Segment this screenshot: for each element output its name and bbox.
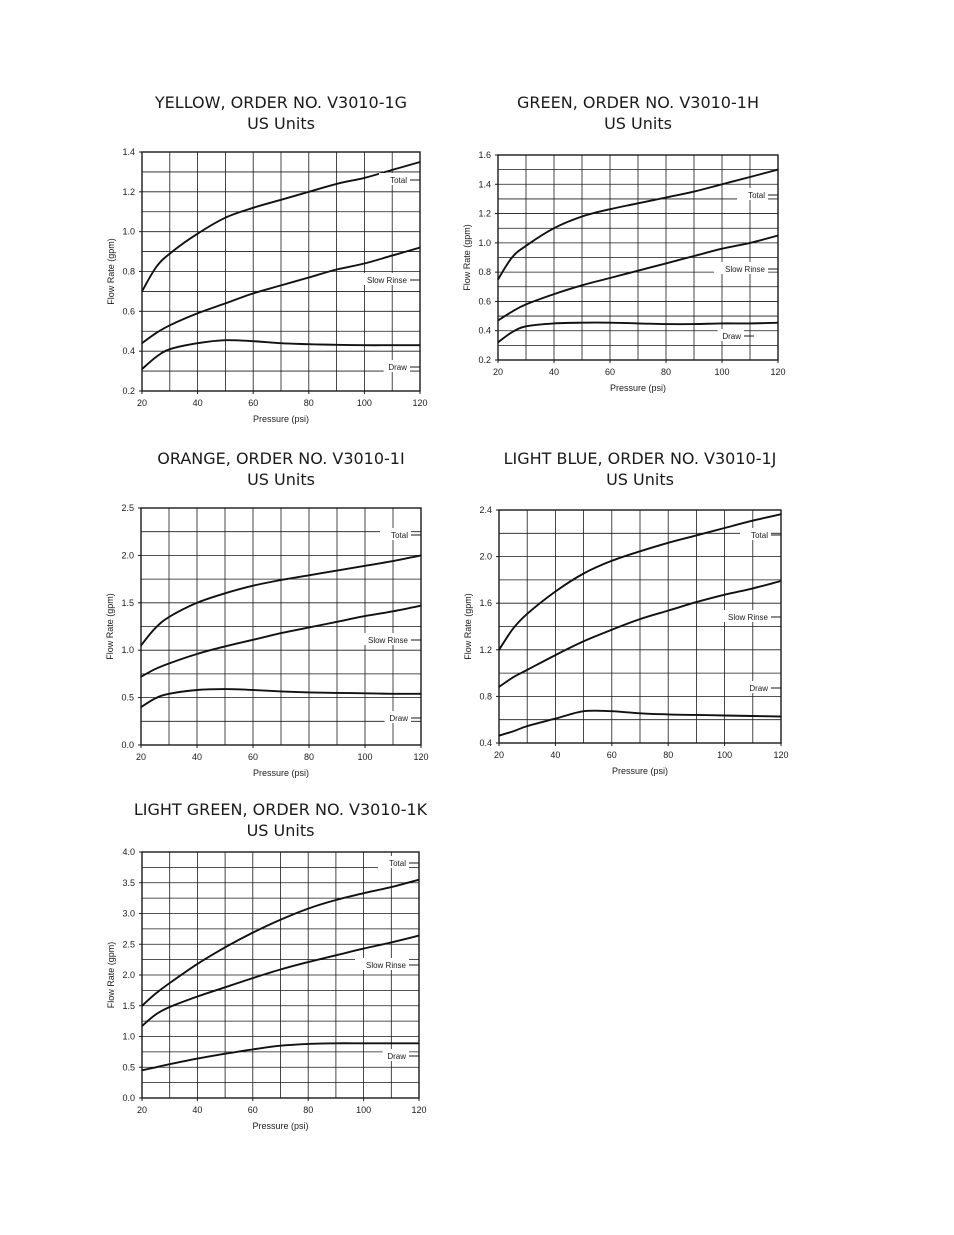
data-point-slow-rinse xyxy=(749,242,750,243)
data-point-slow-rinse xyxy=(665,263,666,264)
x-tick-label: 100 xyxy=(357,752,373,762)
x-tick-label: 20 xyxy=(493,750,505,760)
data-point-total xyxy=(639,551,640,552)
data-point-draw xyxy=(392,345,393,346)
y-tick-label: 1.2 xyxy=(478,208,491,219)
x-tick-label: 80 xyxy=(660,367,672,377)
y-tick-label: 2.5 xyxy=(122,939,135,950)
data-point-slow-rinse xyxy=(141,1025,142,1026)
x-tick-label: 80 xyxy=(303,752,315,762)
data-point-draw xyxy=(280,343,281,344)
data-point-total xyxy=(581,216,582,217)
data-point-draw xyxy=(225,340,226,341)
x-tick-label: 80 xyxy=(303,398,314,408)
data-point-draw xyxy=(780,716,781,717)
data-point-draw xyxy=(169,349,170,350)
x-tick-label: 60 xyxy=(247,752,259,762)
data-point-slow-rinse xyxy=(308,627,309,628)
data-point-draw xyxy=(197,1058,198,1059)
data-point-draw xyxy=(364,345,365,346)
data-point-total xyxy=(611,560,612,561)
data-point-slow-rinse xyxy=(169,325,170,326)
y-tick-label: 0.8 xyxy=(478,267,491,278)
data-point-slow-rinse xyxy=(336,269,337,270)
chart-orange xyxy=(100,444,430,784)
data-point-slow-rinse xyxy=(225,987,226,988)
data-point-total xyxy=(364,177,365,178)
data-point-slow-rinse xyxy=(363,948,364,949)
data-point-slow-rinse xyxy=(555,654,556,655)
data-point-total xyxy=(497,279,498,280)
data-point-slow-rinse xyxy=(609,277,610,278)
chart-title: LIGHT GREEN, ORDER NO. V3010-1K xyxy=(133,800,428,819)
data-point-slow-rinse xyxy=(392,255,393,256)
x-tick-label: 40 xyxy=(192,1105,203,1115)
chart-green xyxy=(462,88,796,398)
data-point-total xyxy=(363,893,364,894)
series-label-total: Total xyxy=(391,531,408,540)
data-point-draw xyxy=(583,711,584,712)
x-axis-label: Pressure (psi) xyxy=(252,768,310,778)
y-tick-label: 1.0 xyxy=(121,645,134,656)
series-label-draw: Draw xyxy=(722,332,741,341)
data-point-total xyxy=(154,628,155,629)
x-tick-label: 120 xyxy=(770,367,786,377)
data-point-slow-rinse xyxy=(308,961,309,962)
data-point-total xyxy=(668,542,669,543)
data-point-slow-rinse xyxy=(253,293,254,294)
data-point-draw xyxy=(364,693,365,694)
series-label-total: Total xyxy=(390,176,407,185)
y-axis-label: Flow Rate (gpm) xyxy=(106,941,116,1009)
data-point-draw xyxy=(363,1043,364,1044)
y-tick-label: 0.4 xyxy=(122,346,135,357)
data-point-total xyxy=(155,993,156,994)
series-label-total: Total xyxy=(748,191,765,200)
data-point-draw xyxy=(724,715,725,716)
data-point-total xyxy=(583,573,584,574)
data-point-total xyxy=(513,628,514,629)
y-tick-label: 1.6 xyxy=(478,150,491,160)
data-point-slow-rinse xyxy=(724,594,725,595)
data-point-draw xyxy=(777,322,778,323)
data-point-draw xyxy=(308,1043,309,1044)
data-point-total xyxy=(665,197,666,198)
y-tick-label: 0.8 xyxy=(479,691,492,702)
chart-subtitle: US Units xyxy=(247,470,315,489)
series-label-slow-rinse: Slow Rinse xyxy=(724,265,765,274)
data-point-total xyxy=(224,593,225,594)
series-label-total: Total xyxy=(389,859,406,868)
data-point-slow-rinse xyxy=(693,255,694,256)
chart-plot xyxy=(462,88,796,398)
data-point-total xyxy=(392,560,393,561)
x-tick-label: 40 xyxy=(548,367,560,377)
y-tick-label: 0.4 xyxy=(478,325,491,336)
data-point-total xyxy=(498,649,499,650)
data-point-total xyxy=(525,245,526,246)
chart-light-blue xyxy=(463,444,796,784)
y-tick-label: 1.4 xyxy=(478,179,491,190)
data-point-slow-rinse xyxy=(581,285,582,286)
data-point-draw xyxy=(693,324,694,325)
y-tick-label: 1.5 xyxy=(121,597,134,608)
data-point-draw xyxy=(169,1064,170,1065)
y-tick-label: 1.2 xyxy=(122,186,135,197)
data-point-slow-rinse xyxy=(280,969,281,970)
y-tick-label: 0.6 xyxy=(122,306,135,317)
data-point-draw xyxy=(555,718,556,719)
data-point-slow-rinse xyxy=(308,277,309,278)
data-point-slow-rinse xyxy=(498,686,499,687)
data-point-slow-rinse xyxy=(511,311,512,312)
data-point-slow-rinse xyxy=(280,285,281,286)
y-tick-label: 2.0 xyxy=(121,550,134,561)
data-point-total xyxy=(197,963,198,964)
data-point-draw xyxy=(155,357,156,358)
chart-subtitle: US Units xyxy=(247,114,315,133)
data-point-total xyxy=(749,176,750,177)
data-point-total xyxy=(527,613,528,614)
y-tick-label: 1.6 xyxy=(479,598,492,609)
data-point-slow-rinse xyxy=(752,588,753,589)
data-point-draw xyxy=(418,1043,419,1044)
data-point-total xyxy=(141,291,142,292)
series-label-draw: Draw xyxy=(388,363,407,372)
y-tick-label: 3.5 xyxy=(122,877,135,888)
data-point-total xyxy=(168,616,169,617)
data-point-draw xyxy=(696,714,697,715)
data-point-slow-rinse xyxy=(168,663,169,664)
data-point-draw xyxy=(420,693,421,694)
data-point-slow-rinse xyxy=(637,270,638,271)
y-axis-label: Flow Rate (gpm) xyxy=(463,593,473,660)
data-point-slow-rinse xyxy=(140,676,141,677)
data-point-draw xyxy=(141,1070,142,1071)
data-point-slow-rinse xyxy=(336,621,337,622)
data-point-draw xyxy=(419,345,420,346)
x-tick-label: 60 xyxy=(604,367,616,377)
y-tick-label: 2.5 xyxy=(121,503,134,513)
data-point-slow-rinse xyxy=(391,942,392,943)
y-tick-label: 0.6 xyxy=(478,296,491,307)
data-point-draw xyxy=(252,689,253,690)
data-point-slow-rinse xyxy=(224,646,225,647)
y-tick-label: 1.0 xyxy=(478,237,491,248)
x-tick-label: 100 xyxy=(356,398,372,408)
series-label-slow-rinse: Slow Rinse xyxy=(365,961,406,970)
data-point-slow-rinse xyxy=(335,955,336,956)
data-point-slow-rinse xyxy=(252,977,253,978)
x-axis-label: Pressure (psi) xyxy=(252,414,310,424)
data-point-draw xyxy=(155,1067,156,1068)
data-point-draw xyxy=(611,711,612,712)
data-point-draw xyxy=(253,341,254,342)
chart-subtitle: US Units xyxy=(604,114,672,133)
series-label-draw: Draw xyxy=(749,684,768,693)
data-point-slow-rinse xyxy=(280,633,281,634)
series-label-draw: Draw xyxy=(389,714,408,723)
data-point-draw xyxy=(498,735,499,736)
y-tick-label: 1.0 xyxy=(122,226,135,237)
data-point-total xyxy=(140,645,141,646)
x-tick-label: 100 xyxy=(356,1105,372,1115)
data-point-draw xyxy=(721,323,722,324)
data-point-total xyxy=(196,602,197,603)
data-point-draw xyxy=(141,368,142,369)
chart-title: GREEN, ORDER NO. V3010-1H xyxy=(517,93,759,112)
y-tick-label: 0.5 xyxy=(121,692,134,703)
data-point-draw xyxy=(224,688,225,689)
data-point-slow-rinse xyxy=(155,333,156,334)
data-point-draw xyxy=(252,1049,253,1050)
x-tick-label: 60 xyxy=(606,750,617,760)
chart-plot xyxy=(100,795,440,1135)
data-point-total xyxy=(308,575,309,576)
data-point-draw xyxy=(665,324,666,325)
data-point-slow-rinse xyxy=(197,313,198,314)
data-point-draw xyxy=(336,692,337,693)
data-point-total xyxy=(780,514,781,515)
data-point-draw xyxy=(225,1053,226,1054)
chart-title: LIGHT BLUE, ORDER NO. V3010-1J xyxy=(503,449,777,468)
data-point-draw xyxy=(280,691,281,692)
data-point-total xyxy=(553,228,554,229)
x-tick-label: 100 xyxy=(717,750,733,760)
data-point-total xyxy=(335,899,336,900)
y-axis-label: Flow Rate (gpm) xyxy=(105,593,115,660)
x-tick-label: 60 xyxy=(248,398,259,408)
data-point-slow-rinse xyxy=(527,669,528,670)
x-tick-label: 40 xyxy=(192,398,203,408)
y-axis-label: Flow Rate (gpm) xyxy=(106,238,116,305)
data-point-total xyxy=(696,535,697,536)
data-point-slow-rinse xyxy=(154,669,155,670)
data-point-total xyxy=(693,191,694,192)
data-point-total xyxy=(225,947,226,948)
data-point-total xyxy=(392,169,393,170)
x-tick-label: 120 xyxy=(773,750,789,760)
x-axis-label: Pressure (psi) xyxy=(252,1121,309,1131)
x-tick-label: 80 xyxy=(663,750,674,760)
data-point-draw xyxy=(525,326,526,327)
data-point-total xyxy=(420,555,421,556)
data-point-slow-rinse xyxy=(392,611,393,612)
data-point-total xyxy=(155,267,156,268)
data-point-total xyxy=(391,886,392,887)
x-tick-label: 20 xyxy=(492,367,504,377)
y-tick-label: 2.0 xyxy=(479,551,492,562)
x-tick-label: 100 xyxy=(714,367,730,377)
data-point-draw xyxy=(749,323,750,324)
data-point-draw xyxy=(335,1043,336,1044)
data-point-total xyxy=(336,570,337,571)
chart-title: YELLOW, ORDER NO. V3010-1G xyxy=(154,93,408,112)
series-label-slow-rinse: Slow Rinse xyxy=(727,613,768,622)
chart-plot xyxy=(463,444,796,784)
data-point-draw xyxy=(581,322,582,323)
data-point-draw xyxy=(154,698,155,699)
data-point-total xyxy=(252,932,253,933)
data-point-total xyxy=(721,184,722,185)
chart-subtitle: US Units xyxy=(606,470,674,489)
data-point-draw xyxy=(391,1043,392,1044)
x-tick-label: 120 xyxy=(411,1105,427,1115)
data-point-draw xyxy=(511,332,512,333)
chart-subtitle: US Units xyxy=(246,821,315,840)
data-point-draw xyxy=(639,713,640,714)
data-point-total xyxy=(308,191,309,192)
chart-plot xyxy=(100,88,430,433)
chart-yellow xyxy=(100,88,430,433)
data-point-slow-rinse xyxy=(553,294,554,295)
data-point-slow-rinse xyxy=(169,1006,170,1007)
x-tick-label: 20 xyxy=(136,1105,148,1115)
data-point-slow-rinse xyxy=(611,629,612,630)
data-point-total xyxy=(141,1005,142,1006)
x-tick-label: 120 xyxy=(412,398,428,408)
data-point-total xyxy=(280,199,281,200)
data-point-slow-rinse xyxy=(513,677,514,678)
data-point-slow-rinse xyxy=(364,263,365,264)
y-tick-label: 1.4 xyxy=(122,147,135,157)
chart-light-green xyxy=(100,795,440,1135)
data-point-draw xyxy=(392,693,393,694)
data-point-total xyxy=(418,879,419,880)
data-point-draw xyxy=(308,344,309,345)
data-point-slow-rinse xyxy=(141,343,142,344)
data-point-total xyxy=(419,161,420,162)
data-point-total xyxy=(225,217,226,218)
x-tick-label: 40 xyxy=(550,750,561,760)
y-tick-label: 0.0 xyxy=(122,1093,135,1103)
x-tick-label: 20 xyxy=(135,752,147,762)
x-tick-label: 120 xyxy=(413,752,429,762)
x-tick-label: 20 xyxy=(136,398,148,408)
series-label-slow-rinse: Slow Rinse xyxy=(366,276,407,285)
series-label-slow-rinse: Slow Rinse xyxy=(367,636,408,645)
data-point-slow-rinse xyxy=(668,610,669,611)
data-point-total xyxy=(752,520,753,521)
data-point-total xyxy=(197,233,198,234)
x-tick-label: 60 xyxy=(247,1105,258,1115)
y-tick-label: 1.5 xyxy=(122,1000,135,1011)
y-tick-label: 0.2 xyxy=(478,355,491,365)
data-point-total xyxy=(336,183,337,184)
data-point-total xyxy=(280,919,281,920)
data-point-slow-rinse xyxy=(497,320,498,321)
data-point-slow-rinse xyxy=(780,580,781,581)
data-point-slow-rinse xyxy=(525,304,526,305)
data-point-draw xyxy=(336,344,337,345)
data-point-slow-rinse xyxy=(583,641,584,642)
data-point-draw xyxy=(168,693,169,694)
data-point-total xyxy=(609,209,610,210)
data-point-slow-rinse xyxy=(419,247,420,248)
data-point-draw xyxy=(668,714,669,715)
data-point-slow-rinse xyxy=(225,303,226,304)
data-point-total xyxy=(777,169,778,170)
data-point-total xyxy=(253,207,254,208)
data-point-slow-rinse xyxy=(418,935,419,936)
data-point-draw xyxy=(497,342,498,343)
chart-plot xyxy=(100,444,430,784)
y-tick-label: 3.0 xyxy=(122,908,135,919)
data-point-draw xyxy=(308,692,309,693)
y-tick-label: 2.0 xyxy=(122,970,135,980)
data-point-slow-rinse xyxy=(420,605,421,606)
data-point-total xyxy=(724,527,725,528)
x-axis-label: Pressure (psi) xyxy=(609,383,667,393)
data-point-draw xyxy=(752,715,753,716)
data-point-slow-rinse xyxy=(196,653,197,654)
y-tick-label: 0.4 xyxy=(479,738,492,748)
y-tick-label: 0.0 xyxy=(121,740,134,750)
y-tick-label: 0.2 xyxy=(122,386,135,396)
data-point-slow-rinse xyxy=(155,1014,156,1015)
data-point-draw xyxy=(197,343,198,344)
data-point-draw xyxy=(637,323,638,324)
data-point-draw xyxy=(527,725,528,726)
data-point-slow-rinse xyxy=(696,602,697,603)
y-tick-label: 1.0 xyxy=(122,1031,135,1042)
data-point-total xyxy=(280,579,281,580)
data-point-draw xyxy=(140,706,141,707)
data-point-draw xyxy=(553,323,554,324)
data-point-total xyxy=(364,565,365,566)
y-tick-label: 4.0 xyxy=(122,847,135,857)
data-point-slow-rinse xyxy=(721,248,722,249)
data-point-slow-rinse xyxy=(364,615,365,616)
x-tick-label: 80 xyxy=(303,1105,314,1115)
chart-title: ORANGE, ORDER NO. V3010-1I xyxy=(157,449,405,468)
data-point-slow-rinse xyxy=(252,639,253,640)
y-tick-label: 0.8 xyxy=(122,266,135,277)
data-point-draw xyxy=(280,1045,281,1046)
y-axis-label: Flow Rate (gpm) xyxy=(462,224,472,291)
data-point-draw xyxy=(609,322,610,323)
data-point-total xyxy=(252,585,253,586)
data-point-total xyxy=(169,253,170,254)
data-point-total xyxy=(511,257,512,258)
data-point-draw xyxy=(513,731,514,732)
x-tick-label: 40 xyxy=(191,752,203,762)
y-tick-label: 2.4 xyxy=(479,505,492,515)
data-point-total xyxy=(555,591,556,592)
y-tick-label: 1.2 xyxy=(479,644,492,655)
series-label-draw: Draw xyxy=(387,1052,406,1061)
data-point-total xyxy=(169,982,170,983)
data-point-total xyxy=(308,908,309,909)
data-point-total xyxy=(637,203,638,204)
data-point-slow-rinse xyxy=(777,235,778,236)
data-point-draw xyxy=(196,689,197,690)
x-axis-label: Pressure (psi) xyxy=(611,766,669,776)
data-point-slow-rinse xyxy=(197,996,198,997)
data-point-slow-rinse xyxy=(639,618,640,619)
series-label-total: Total xyxy=(751,531,768,540)
y-tick-label: 0.5 xyxy=(122,1062,135,1073)
